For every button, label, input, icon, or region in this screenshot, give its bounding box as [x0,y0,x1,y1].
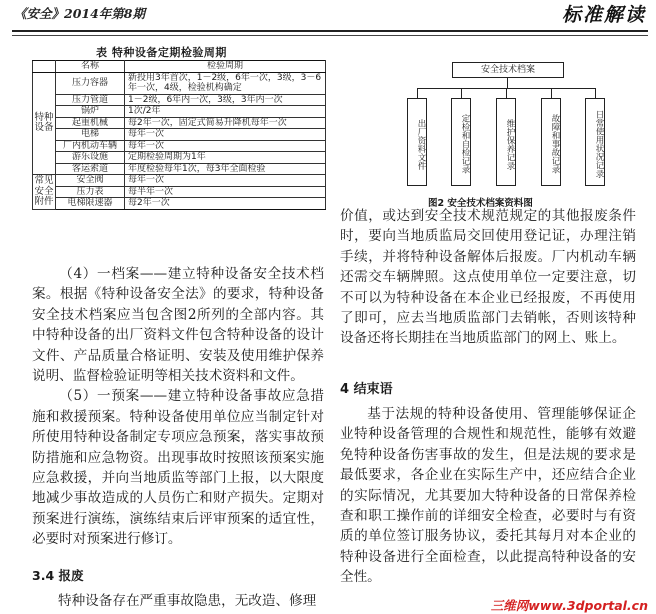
diagram-box-inspection-records: 定检和自检记录 [451,98,471,186]
paragraph-plan: （5）一预案——建立特种设备事故应急措施和救援预案。特种设备使用单位应当制定针对所使用特种设备制定专项应急预案，落实事故预防措施和应急物资。出现事故时按照该预案实施应急救援，并向当地质监等部门上报，以大限度地减少事故造成的人员伤亡和财产损失。定期对预案进行演练，演练结束后评审预案的适宜性，必要时对预案进行修订。 [32,388,324,548]
diagram-root-box: 安全技术档案 [452,62,564,78]
equipment-name-cell: 压力表 [56,186,125,198]
inspection-period-cell: 每半年一次 [125,186,326,198]
header-rule [12,30,648,32]
equipment-name-cell: 电梯限速器 [56,198,125,210]
diagram-drop-1 [417,88,418,98]
journal-issue-header: 《安全》2014年第8期 [14,6,145,21]
conclusion-body [340,404,636,588]
table-row [33,163,326,175]
table-row [33,117,326,129]
figure-archive-diagram [400,54,632,208]
equipment-name-cell: 安全阀 [56,175,125,187]
right-column-body [340,206,636,349]
inspection-period-cell: 每年一次 [125,175,326,187]
header-blank-cell [33,61,56,73]
table-row [33,198,326,210]
inspection-period-cell: 1次/2年 [125,106,326,118]
inspection-period-cell: 定期检验周期为1年 [125,152,326,164]
equipment-name-cell: 游乐设施 [56,152,125,164]
section-heading-3-4: 3.4 报废 [32,568,84,583]
table-title: 表 特种设备定期检验周期 [96,46,227,59]
equipment-name-cell: 压力管道 [56,94,125,106]
inspection-period-cell: 每2年一次 [125,198,326,210]
equipment-name-cell: 起重机械 [56,117,125,129]
table-row [33,186,326,198]
equipment-name-cell: 厂内机动车辆 [56,140,125,152]
table-row [33,129,326,141]
table-row [33,140,326,152]
paragraph-archive: （4）一档案——建立特种设备安全技术档案。根据《特种设备安全法》的要求，特种设备安全技术档案应当包含图2所列的全部内容。其中特种设备的出厂资料文件包含特种设备的设计文件、产品质量合格证明、安装及使用维护保养说明、监督检验证明等相关技术资料和文件。 [32,266,324,385]
diagram-drop-5 [595,88,596,98]
figure-caption: 图2 安全技术档案资料图 [428,198,533,209]
table-row [33,72,326,94]
table-row [33,94,326,106]
equipment-name-cell: 锅炉 [56,106,125,118]
column-title: 标准解读 [561,4,646,26]
table-row [33,106,326,118]
diagram-box-daily-use-records: 日常使用状况记录 [585,98,605,186]
diagram-drop-4 [551,88,552,98]
left-column-body [32,264,324,550]
header-rule-thin [12,35,648,36]
table-header-row [33,61,326,73]
diagram-drop-2 [461,88,462,98]
diagram-box-factory-docs: 出厂资料文件 [407,98,427,186]
equipment-name-cell: 客运索道 [56,163,125,175]
diagram-box-maintenance-records: 维护保养记录 [496,98,516,186]
equipment-name-cell: 压力容器 [56,72,125,94]
diagram-box-accident-records: 故障和事故记录 [541,98,561,186]
inspection-period-cell: 每2年一次，固定式简易升降机每年一次 [125,117,326,129]
paragraph-conclusion: 基于法规的特种设备使用、管理能够保证企业特种设备管理的合规性和规范性，能够有效避免特种设备伤害事故的发生，但是法规的要求是最低要求，各企业在实际生产中，还应结合企业的实际情况，尤其要加大特种设备的日常保养检查和职工操作前的详细安全检查，必要时与有资质的单位签订服务协议，委托其每月对本企业的特种设备进行全面检查，以此提高特种设备的安全性。 [340,406,636,586]
section-heading-4: 4 结束语 [340,382,393,397]
inspection-period-cell: 新投用3年首次，1－2级，6年一次，3级，3－6年一次，4级，检验机构确定 [125,72,326,94]
header-period: 检验周期 [125,61,326,73]
inspection-period-table [32,60,326,210]
equipment-name-cell: 电梯 [56,129,125,141]
table-row [33,175,326,187]
table-row [33,152,326,164]
category-cell: 常见安全附件 [34,175,54,207]
paragraph-scrap-continued: 价值，或达到安全技术规范规定的其他报废条件时，要向当地质监局交回使用登记证，办理注销手续，并将特种设备解体后报废。厂内机动车辆还需交车辆牌照。这点使用单位一定要注意，切不可以为特种设备在本企业已经报废，不再使用了即可，应去当地质监部门去销帐，否则该特种设备还将长期挂在当地质监部门的网上、账上。 [340,208,636,347]
category-cell: 特种设备 [33,72,56,175]
diagram-drop-3 [506,88,507,98]
inspection-period-cell: 每年一次 [125,129,326,141]
inspection-period-cell: 每年一次 [125,140,326,152]
inspection-period-cell: 年度检验每年1次，每3年全面检验 [125,163,326,175]
header-name: 名称 [56,61,125,73]
inspection-period-cell: 1－2级，6年内一次，3级，3年内一次 [125,94,326,106]
diagram-trunk-line [507,78,508,88]
site-watermark: 三维网www.3dportal.cn [490,598,648,613]
section-3-4-first-line: 特种设备存在严重事故隐患，无改造、修理 [58,593,317,609]
